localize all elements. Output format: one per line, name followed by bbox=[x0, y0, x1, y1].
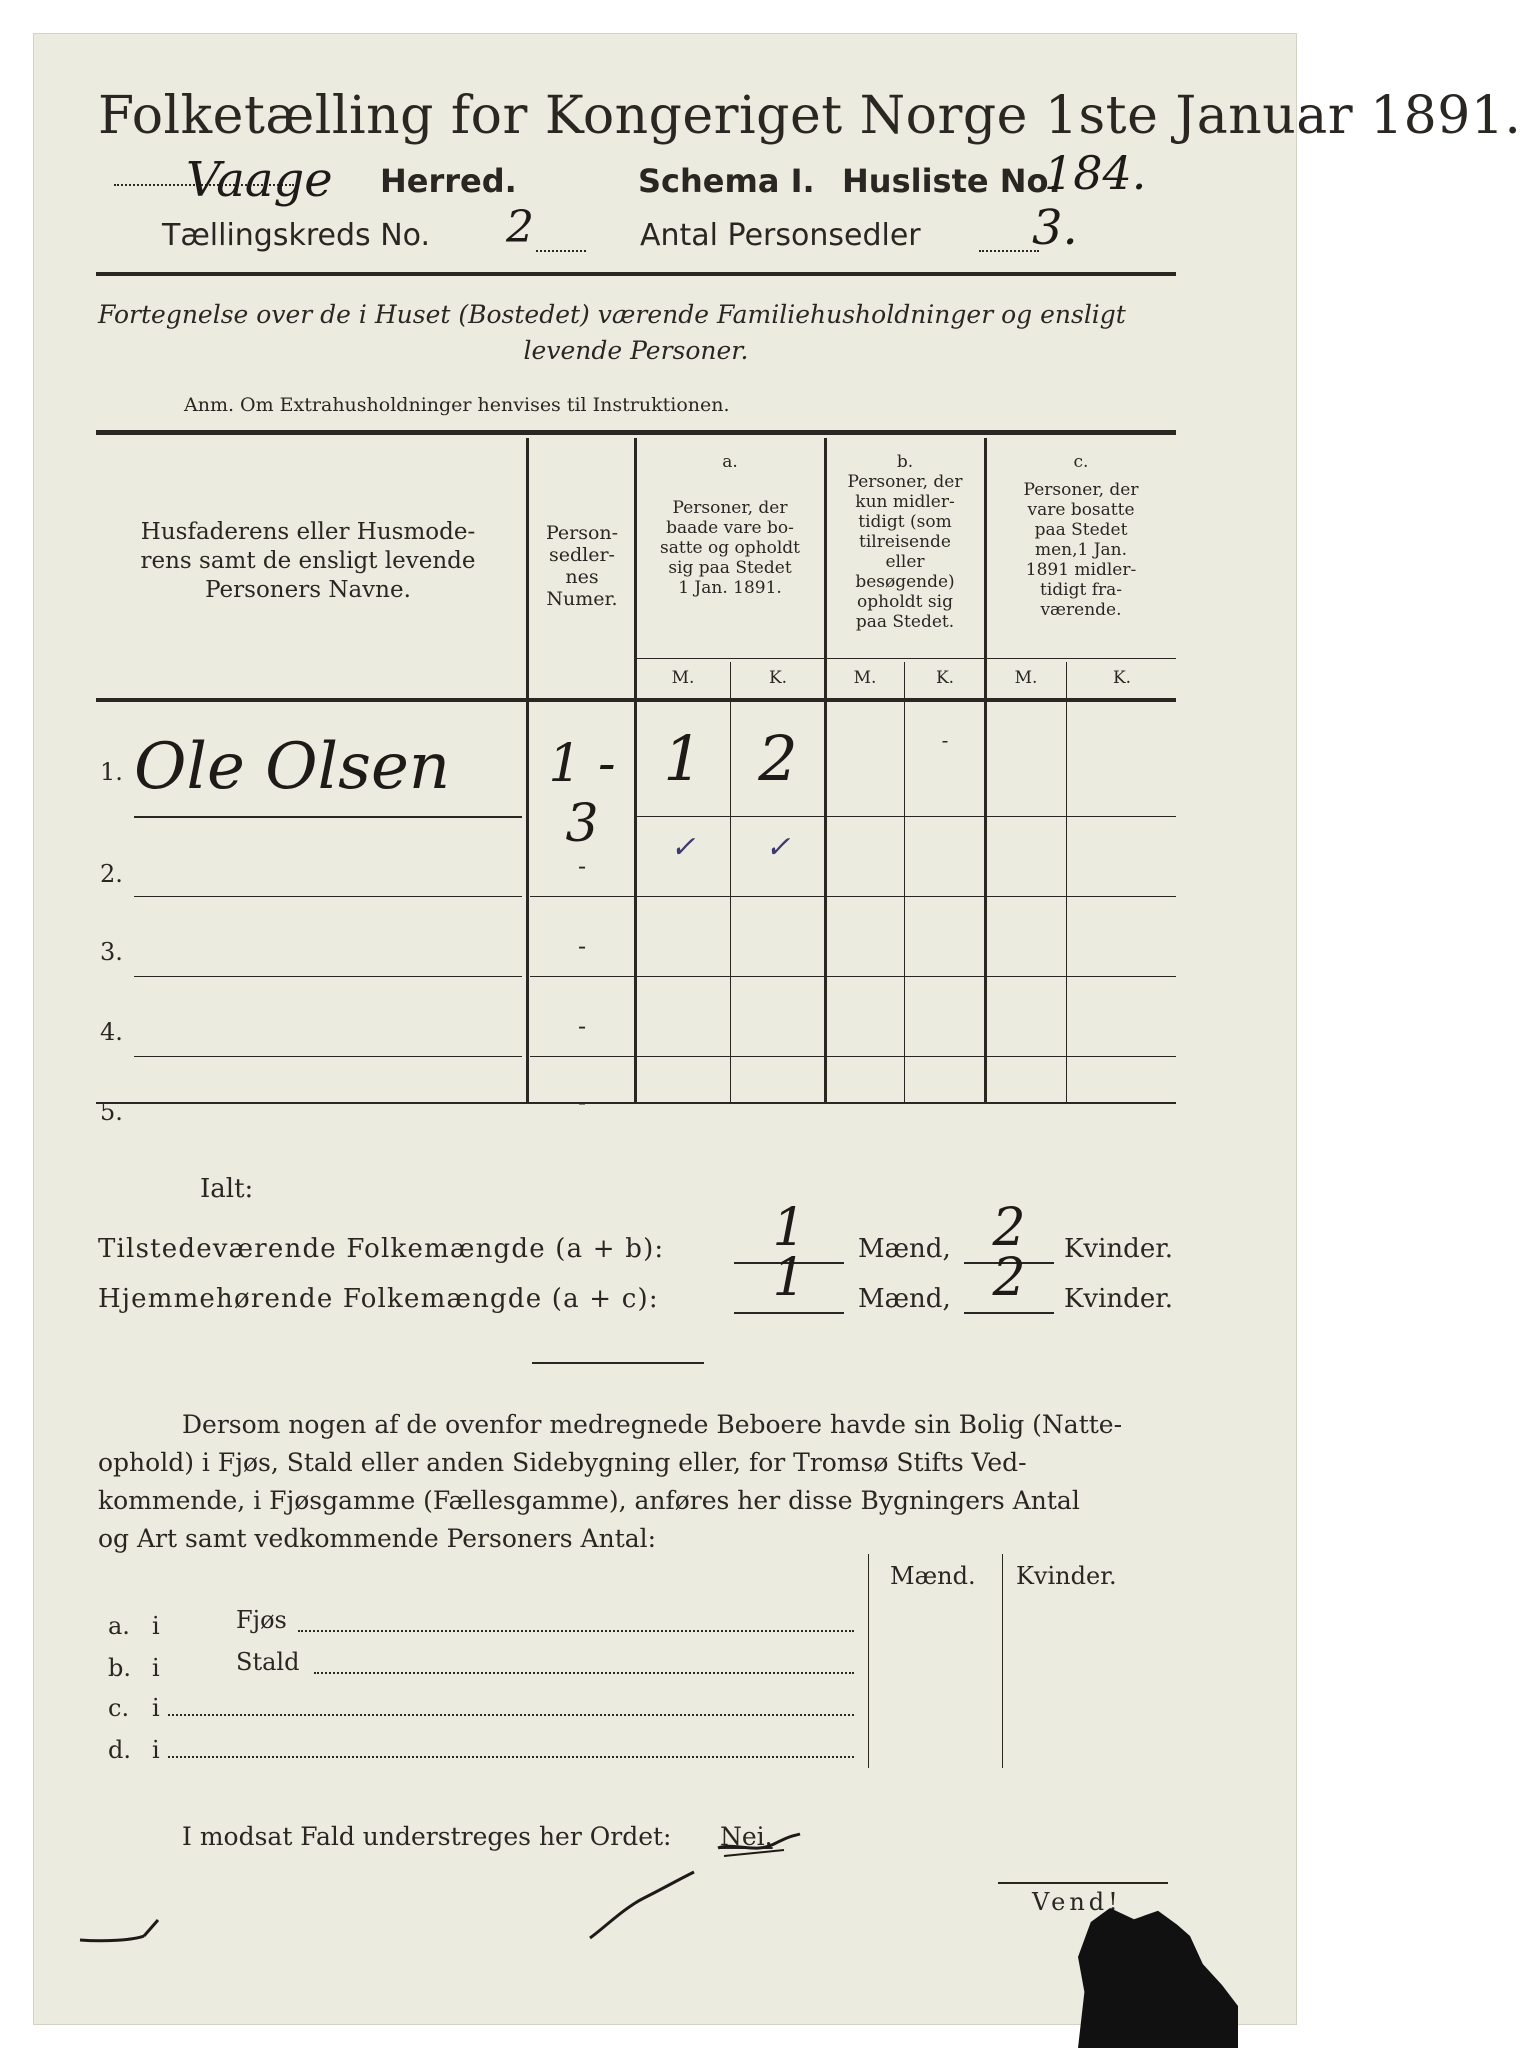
header-b-l6: besøgende) bbox=[855, 572, 955, 592]
antal-dots bbox=[979, 250, 1039, 252]
row-2-numer: - bbox=[577, 852, 587, 880]
row-1-number: 1. bbox=[100, 758, 123, 786]
row-1-a-m: 1 bbox=[663, 722, 703, 795]
row-2-a-m-check: ✓ bbox=[670, 830, 696, 865]
row-3-cells-line bbox=[530, 976, 1176, 977]
header-b-l7: opholdt sig bbox=[857, 592, 953, 612]
header-a-l3: satte og opholdt bbox=[660, 538, 800, 558]
row-4-cells-line bbox=[530, 1056, 1176, 1057]
building-row-d-i: i bbox=[152, 1736, 160, 1764]
row-1-b-k: - bbox=[941, 728, 949, 752]
header-a-l5: 1 Jan. 1891. bbox=[678, 578, 782, 598]
husliste-label: Husliste No. bbox=[842, 162, 1061, 200]
header-numer-l4: Numer. bbox=[546, 588, 618, 610]
col-divider-1b bbox=[526, 702, 529, 1102]
header-b-l4: tilreisende bbox=[858, 532, 951, 552]
vend-rule bbox=[998, 1882, 1168, 1884]
col-c-mk-divider bbox=[1066, 662, 1067, 1102]
buildings-line-4: og Art samt vedkommende Personers Antal: bbox=[98, 1524, 657, 1553]
intro-line-2: levende Personer. bbox=[523, 336, 749, 365]
hjemme-maend-line bbox=[734, 1312, 844, 1314]
table-top-rule bbox=[96, 430, 1176, 435]
b-m-label: M. bbox=[853, 668, 877, 688]
row-1-cells-line bbox=[636, 816, 1176, 817]
c-m-label: M. bbox=[1014, 668, 1038, 688]
building-row-b-dots bbox=[314, 1672, 854, 1674]
tilstede-maend-value: 1 bbox=[772, 1198, 806, 1258]
header-b-l8: paa Stedet. bbox=[855, 612, 955, 632]
header-a-l1: Personer, der bbox=[672, 498, 788, 518]
header-a bbox=[636, 452, 824, 598]
tilstede-label: Tilstedeværende Folkemængde (a + b): bbox=[98, 1234, 665, 1264]
header-c-letter: c. bbox=[1073, 452, 1089, 472]
col-a-mk-divider bbox=[730, 662, 731, 1102]
hjemme-maend-word: Mænd, bbox=[858, 1284, 951, 1314]
header-b bbox=[826, 452, 984, 632]
hjemme-maend-value: 1 bbox=[772, 1248, 806, 1308]
header-numer-l2: sedler- bbox=[549, 544, 615, 566]
herred-name: Vaage bbox=[186, 152, 333, 208]
building-row-d-letter: d. bbox=[108, 1736, 131, 1764]
tilstede-kvinder-value: 2 bbox=[992, 1198, 1026, 1258]
row-2-name-line bbox=[134, 896, 522, 897]
husliste-number: 184. bbox=[1044, 146, 1147, 200]
kreds-label: Tællingskreds No. bbox=[162, 218, 430, 253]
buildings-col-divider-1 bbox=[868, 1554, 869, 1768]
hjemme-label: Hjemmehørende Folkemængde (a + c): bbox=[98, 1284, 659, 1314]
schema-label: Schema I. bbox=[638, 162, 815, 200]
a-m-label: M. bbox=[671, 668, 695, 688]
header-names-l3: Personers Navne. bbox=[205, 577, 411, 603]
row-2-number: 2. bbox=[100, 860, 123, 888]
header-c-l7: værende. bbox=[1040, 600, 1122, 620]
hjemme-kvinder-line bbox=[964, 1312, 1054, 1314]
kreds-dots bbox=[536, 250, 586, 252]
vend-label: Vend! bbox=[1032, 1888, 1122, 1916]
header-b-l1: Personer, der bbox=[847, 472, 963, 492]
b-k-label: K. bbox=[935, 668, 955, 688]
row-4-numer: - bbox=[577, 1012, 587, 1040]
row-4-name-line bbox=[134, 1056, 522, 1057]
row-3-name-line bbox=[134, 976, 522, 977]
header-numer bbox=[530, 522, 634, 610]
header-names-l1: Husfaderens eller Husmode- bbox=[140, 519, 476, 545]
building-row-c-i: i bbox=[152, 1694, 160, 1722]
row-3-numer: - bbox=[577, 932, 587, 960]
modsat-text: I modsat Fald understreges her Ordet: bbox=[182, 1822, 672, 1851]
header-c-l4: men,1 Jan. bbox=[1034, 540, 1128, 560]
table-bottom-rule bbox=[96, 1102, 1176, 1104]
header-c-l3: paa Stedet bbox=[1034, 520, 1128, 540]
buildings-line-1: Dersom nogen af de ovenfor medregnede Beboere havde sin Bolig (Natte- bbox=[182, 1410, 1123, 1439]
building-row-d-dots bbox=[168, 1756, 854, 1758]
header-names-l2: rens samt de ensligt levende bbox=[140, 548, 476, 574]
anm-note: Anm. Om Extrahusholdninger henvises til Instruktionen. bbox=[184, 394, 730, 416]
row-4-number: 4. bbox=[100, 1018, 123, 1046]
antal-label: Antal Personsedler bbox=[640, 218, 921, 253]
buildings-line-2: ophold) i Fjøs, Stald eller anden Sidebygning eller, for Tromsø Stifts Ved- bbox=[98, 1448, 1027, 1477]
header-b-l5: eller bbox=[885, 552, 925, 572]
kreds-number: 2 bbox=[506, 202, 534, 253]
header-numer-l3: nes bbox=[565, 566, 599, 588]
buildings-col-maend: Mænd. bbox=[890, 1562, 976, 1590]
building-row-c-dots bbox=[168, 1714, 854, 1716]
ialt-label: Ialt: bbox=[200, 1174, 254, 1204]
header-c-l2: vare bosatte bbox=[1027, 500, 1135, 520]
header-c-l6: tidigt fra- bbox=[1039, 580, 1122, 600]
census-form bbox=[34, 34, 1521, 2024]
margin-tick-mark bbox=[74, 1914, 184, 1954]
row-5-numer: - bbox=[577, 1088, 587, 1116]
header-c-l5: 1891 midler- bbox=[1025, 560, 1137, 580]
mk-top-rule bbox=[636, 658, 1176, 659]
header-a-l4: sig paa Stedet bbox=[668, 558, 792, 578]
tilstede-maend-word: Mænd, bbox=[858, 1234, 951, 1264]
row-1-numer: 1 - 3 bbox=[548, 734, 616, 854]
form-title: Folketælling for Kongeriget Norge 1ste Januar 1891. bbox=[98, 86, 1521, 146]
header-b-l2: kun midler- bbox=[855, 492, 955, 512]
row-1-name-line bbox=[134, 816, 522, 818]
building-row-b-letter: b. bbox=[108, 1654, 131, 1682]
row-5-number: 5. bbox=[100, 1098, 123, 1126]
building-row-c-letter: c. bbox=[108, 1694, 130, 1722]
c-k-label: K. bbox=[1112, 668, 1132, 688]
row-3-number: 3. bbox=[100, 938, 123, 966]
herred-label: Herred. bbox=[380, 162, 517, 200]
row-2-cells-line bbox=[530, 896, 1176, 897]
buildings-col-kvinder: Kvinder. bbox=[1016, 1562, 1117, 1590]
header-b-letter: b. bbox=[896, 452, 914, 472]
buildings-line-3: kommende, i Fjøsgamme (Fællesgamme), anføres her disse Bygningers Antal bbox=[98, 1486, 1080, 1515]
center-tick-mark bbox=[584, 1868, 704, 1948]
header-b-l3: tidigt (som bbox=[858, 512, 952, 532]
separator-rule bbox=[532, 1362, 704, 1364]
nei-strike-scribble bbox=[714, 1814, 804, 1864]
building-row-a-dots bbox=[298, 1630, 854, 1632]
nei-word: Nei. bbox=[720, 1822, 773, 1851]
col-divider-1 bbox=[526, 438, 529, 698]
intro-line-1: Fortegnelse over de i Huset (Bostedet) værende Familiehusholdninger og ensligt bbox=[98, 300, 1126, 329]
row-2-a-k-check: ✓ bbox=[765, 830, 791, 865]
building-row-a-label: Fjøs bbox=[236, 1606, 287, 1634]
row-1-name: Ole Olsen bbox=[134, 730, 451, 804]
buildings-col-divider-2 bbox=[1002, 1554, 1003, 1768]
header-c-l1: Personer, der bbox=[1023, 480, 1139, 500]
col-b-mk-divider bbox=[904, 662, 905, 1102]
building-row-a-letter: a. bbox=[108, 1612, 130, 1640]
building-row-a-i: i bbox=[152, 1612, 160, 1640]
header-numer-l1: Person- bbox=[545, 522, 619, 544]
top-rule bbox=[96, 272, 1176, 276]
a-k-label: K. bbox=[768, 668, 788, 688]
hjemme-kvinder-word: Kvinder. bbox=[1064, 1284, 1174, 1314]
antal-number: 3. bbox=[1032, 200, 1078, 256]
header-a-l2: baade vare bo- bbox=[666, 518, 794, 538]
header-c bbox=[986, 452, 1176, 620]
header-a-letter: a. bbox=[722, 452, 738, 472]
building-row-b-label: Stald bbox=[236, 1648, 300, 1676]
header-names bbox=[98, 518, 518, 605]
building-row-b-i: i bbox=[152, 1654, 160, 1682]
row-1-a-k: 2 bbox=[758, 722, 798, 795]
tilstede-kvinder-word: Kvinder. bbox=[1064, 1234, 1174, 1264]
hjemme-kvinder-value: 2 bbox=[992, 1248, 1026, 1308]
